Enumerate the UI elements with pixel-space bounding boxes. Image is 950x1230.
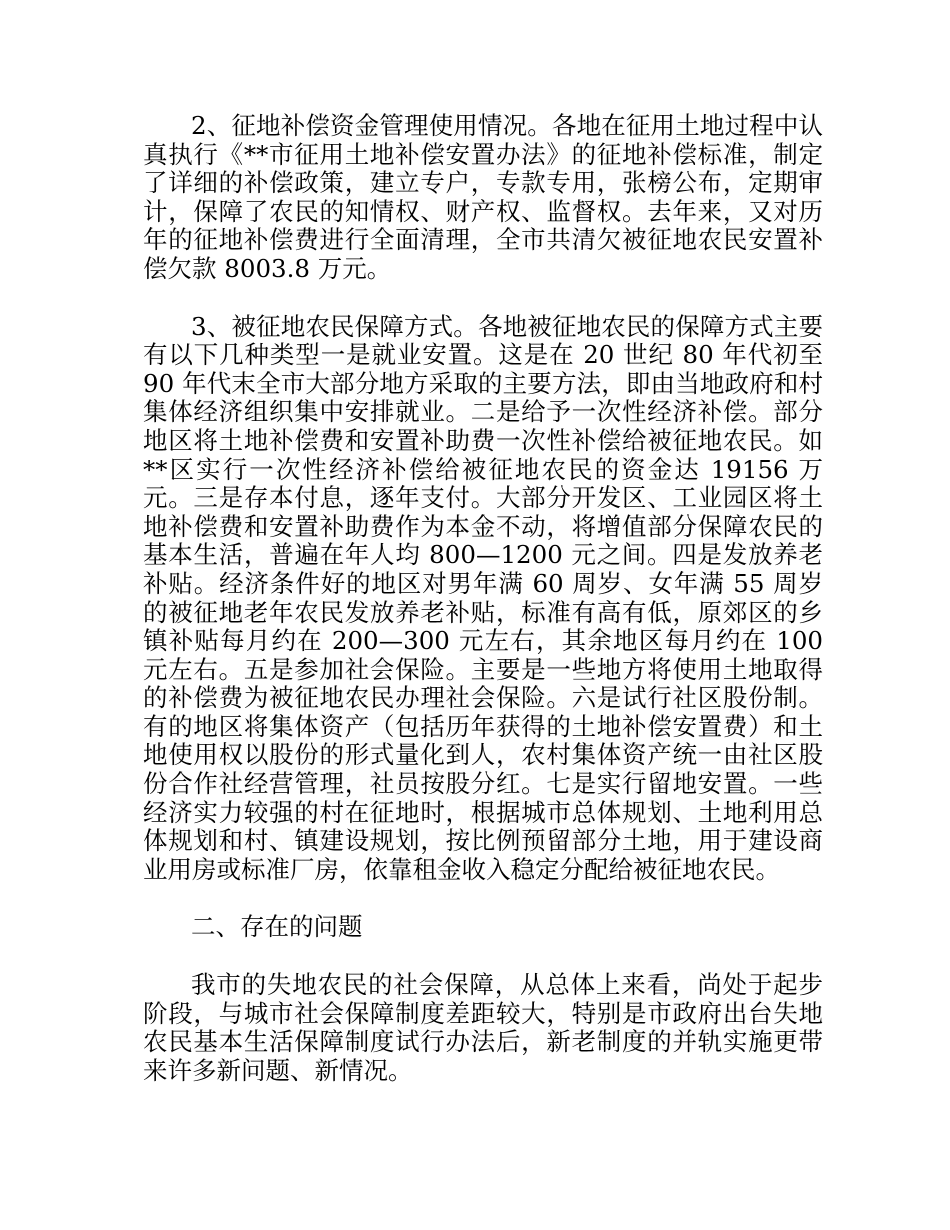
- document-page: [143, 112, 823, 1085]
- paragraph-problems-intro: 我市的失地农民的社会保障，从总体上来看，尚处于起步阶段，与城市社会保障制度差距较大，特别是市政府出台失地农民基本生活保障制度试行办法后，新老制度的并轨实施更带来许多新问题、新情况。: [143, 970, 823, 1085]
- paragraph-compensation-funds: 2、征地补偿资金管理使用情况。各地在征用土地过程中认真执行《**市征用土地补偿安置办法》的征地补偿标准，制定了详细的补偿政策，建立专户，专款专用，张榜公布，定期审计，保障了农民的知情权、财产权、监督权。去年来，又对历年的征地补偿费进行全面清理，全市共清欠被征地农民安置补偿欠款 8003.8 万元。: [143, 111, 823, 283]
- paragraph-protection-methods: 3、被征地农民保障方式。各地被征地农民的保障方式主要有以下几种类型一是就业安置。这是在 20 世纪 80 年代初至 90 年代末全市大部分地方采取的主要方法，即由当地政府和村集体经济组织集中安排就业。二是给予一次性经济补偿。部分地区将土地补偿费和安置补助费一次性补偿给被征地农民。如**区实行一次性经济补偿给被征地农民的资金达 19156 万元。三是存本付息，逐年支付。大部分开发区、工业园区将土地补偿费和安置补助费作为本金不动，将增值部分保障农民的基本生活，普遍在年人均 800—1200 元之间。四是发放养老补贴。经济条件好的地区对男年满 60 周岁、女年满 55 周岁的被征地老年农民发放养老补贴，标准有高有低，原郊区的乡镇补贴每月约在 200—300 元左右，其余地区每月约在 100 元左右。五是参加社会保险。主要是一些地方将使用土地取得的补偿费为被征地农民办理社会保险。六是试行社区股份制。有的地区将集体资产（包括历年获得的土地补偿安置费）和土地使用权以股份的形式量化到人，农村集体资产统一由社区股份合作社经营管理，社员按股分红。七是实行留地安置。一些经济实力较强的村在征地时，根据城市总体规划、土地利用总体规划和村、镇建设规划，按比例预留部分土地，用于建设商业用房或标准厂房，依靠租金收入稳定分配给被征地农民。: [143, 311, 823, 884]
- section-heading-problems: 二、存在的问题: [191, 912, 363, 942]
